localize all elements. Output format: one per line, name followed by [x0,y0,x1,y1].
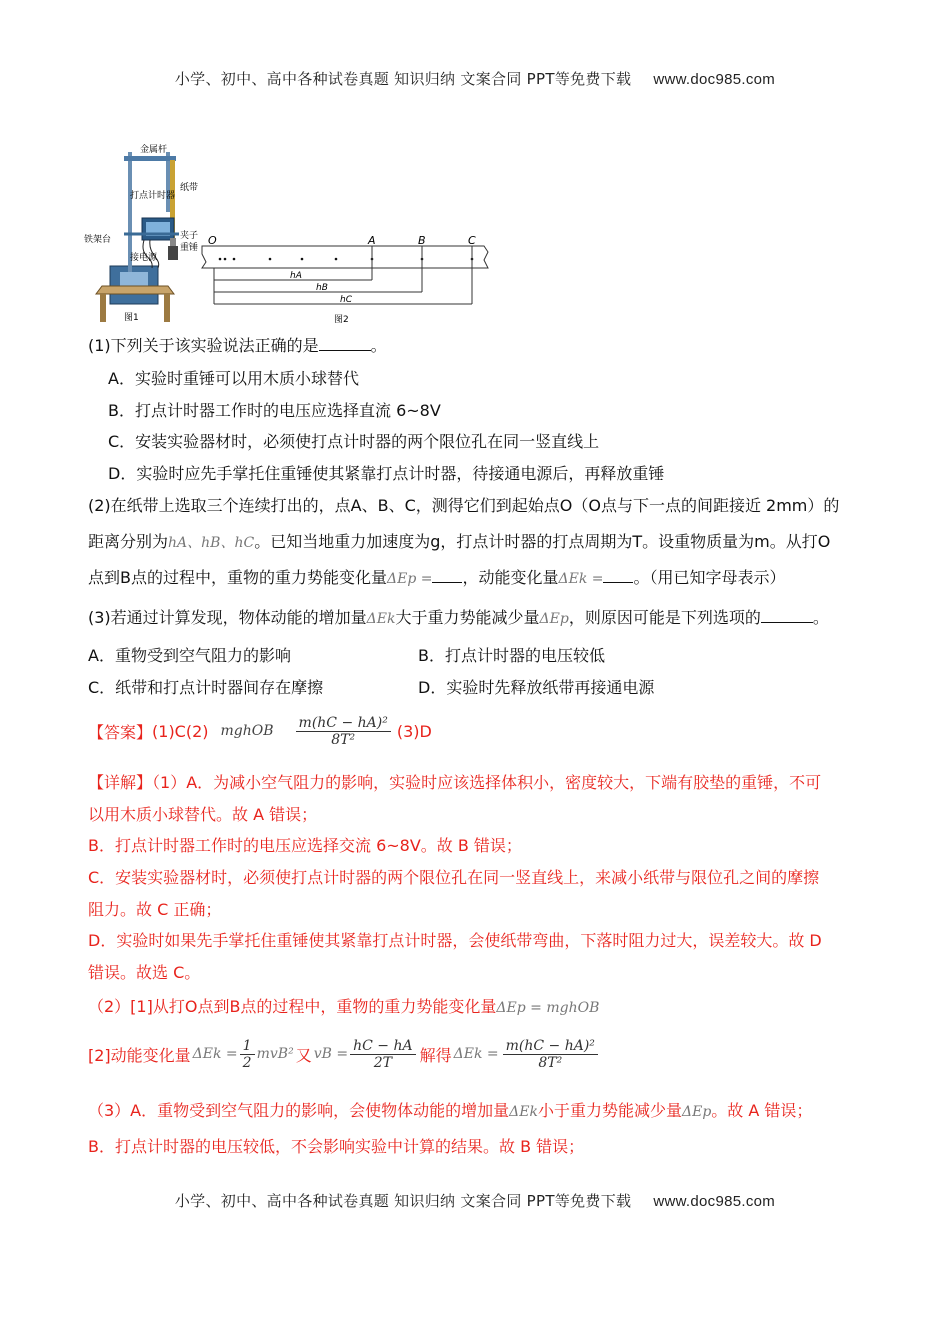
label-weight: 重锤 [180,243,199,253]
detail-p6-velocity [350,1038,416,1071]
q1-stem-end: 。 [370,336,387,355]
detail-p7 [88,1098,878,1121]
detail-p1b: 以用木质小球替代。故 A 错误； [88,805,318,824]
label-O: O [208,234,217,247]
q1-option-a: A．实验时重锤可以用木质小球替代 [108,369,359,388]
detail-p8: B．打点计时器的电压较低，不会影响实验中计算的结果。故 B 错误； [88,1137,585,1156]
detail-p7-ek: ΔEk [509,1104,538,1120]
footer-site[interactable]: www.doc985.com [653,1193,776,1210]
detail-p6-vb: vB = [313,1046,349,1062]
detail-p1a-text: （1）A．为减小空气阻力的影响，实验时应该选择体积小，密度较大，下端有胶垫的重锤，不可 [152,773,822,792]
q2-blank-ek[interactable] [603,566,633,583]
experiment-figure [84,138,504,328]
detail-label: 【详解】 [88,773,153,792]
answer-f2-denominator: 8T² [331,731,356,748]
q3-option-c: C．纸带和打点计时器间存在摩擦 [88,678,324,697]
detail-p6-v-den: 2T [373,1054,392,1071]
label-hC: hC [340,295,352,305]
label-fig2: 图2 [334,315,349,325]
footer-text: 小学、初中、高中各种试卷真题 知识归纳 文案合同 PPT等免费下载 [174,1192,632,1210]
q3-ek-symbol: ΔEk [366,611,396,627]
answer-line [88,706,878,756]
answer-part1: (1)C(2) [152,721,209,741]
detail-p6-half-num: 1 [240,1038,255,1055]
detail-p5 [88,994,878,1017]
detail-p6-text-b: 又 [295,1045,312,1065]
q2-ep-symbol: ΔEp = [386,571,433,587]
weight [168,246,178,260]
question-2-line1: (2)在纸带上选取三个连续打出的，点A、B、C，测得它们到起始点O（O点与下一点的间距接近 2mm）的 [88,496,840,515]
detail-p7-text-c: 。故 A 错误； [711,1101,813,1120]
label-fig1: 图1 [124,313,139,323]
q1-blank[interactable] [319,334,371,351]
q3-ep-symbol: ΔEp [539,611,569,627]
page-header [0,68,950,89]
q2-blank-ep[interactable] [432,566,462,583]
detail-p6-r-den: 8T² [538,1054,563,1071]
header-site[interactable]: www.doc985.com [653,71,776,88]
detail-p6-result [503,1038,598,1071]
q2-line3-mid: ，动能变化量 [462,568,559,587]
q3-stem-mid2: ，则原因可能是下列选项的 [568,608,761,627]
table [96,286,174,294]
q3-option-a: A．重物受到空气阻力的影响 [88,646,291,665]
answer-part3: (3)D [396,721,432,741]
q3-option-b: B．打点计时器的电压较低 [418,646,605,665]
q3-stem-mid: 大于重力势能减少量 [395,608,540,627]
detail-p2: B．打点计时器工作时的电压应选择交流 6~8V。故 B 错误； [88,836,522,855]
detail-p4b: 错误。故选 C。 [88,963,201,982]
label-tape: 纸带 [180,183,199,193]
detail-p6-r-num: m(hC − hA)² [503,1038,598,1055]
detail-p1a [88,770,878,793]
q2-line3-end: 。（用已知字母表示） [633,568,786,587]
detail-p4a: D．实验时如果先手掌托住重锤使其紧靠打点计时器，会使纸带弯曲，下落时阻力过大，误差较大。故 D [88,931,822,950]
label-timer: 打点计时器 [130,191,176,201]
q1-option-b: B．打点计时器工作时的电压应选择直流 6~8V [108,401,441,420]
label-power: 接电源 [130,253,158,263]
label-C: C [468,234,476,247]
label-clip: 夹子 [180,231,199,241]
detail-p7-text-b: 小于重力势能减少量 [537,1101,682,1120]
detail-p3b: 阻力。故 C 正确； [88,900,222,919]
q2-distance-symbols: hA、hB、hC [168,535,255,551]
question-3-stem [88,602,878,635]
detail-p6 [88,1032,878,1076]
q1-option-c: C．安装实验器材时，必须使打点计时器的两个限位孔在同一竖直线上 [108,432,600,451]
detail-p5-math: ΔEp = mghOB [496,1000,600,1016]
answer-formula-2 [296,715,391,748]
question-2-line3 [88,562,878,595]
tape-strip [202,246,488,268]
detail-p6-v-num: hC − hA [350,1038,416,1055]
label-B: B [418,234,426,247]
question-1-stem [88,330,878,362]
q1-option-d: D．实验时应先手掌托住重锤使其紧靠打点计时器，待接通电源后，再释放重锤 [108,464,665,483]
page-footer [0,1190,950,1211]
detail-p6-ek2: ΔEk = [453,1046,499,1062]
q2-line2-end: 。已知当地重力加速度为g，打点计时器的打点周期为T。设重物质量为m。从打O [254,532,831,551]
question-2-line2 [88,526,878,559]
q3-blank[interactable] [761,606,813,623]
q3-stem-start: (3)若通过计算发现，物体动能的增加量 [88,608,367,627]
label-rod: 金属杆 [140,145,168,155]
label-stand: 铁架台 [84,235,112,245]
detail-p6-mv: mvB² [256,1046,294,1062]
q2-ek-symbol: ΔEk = [558,571,604,587]
label-A: A [368,234,376,247]
detail-p6-text-c: 解得 [419,1045,452,1065]
header-text: 小学、初中、高中各种试卷真题 知识归纳 文案合同 PPT等免费下载 [174,70,632,88]
detail-p6-text-a: [2]动能变化量 [88,1045,191,1065]
detail-p7-ep: ΔEp [681,1104,712,1120]
detail-p5-text: （2）[1]从打O点到B点的过程中，重物的重力势能变化量 [88,997,497,1016]
detail-p6-half [240,1038,255,1071]
q3-option-d: D．实验时先释放纸带再接通电源 [418,678,655,697]
label-hB: hB [316,283,328,293]
q2-line3-start: 点到B点的过程中，重物的重力势能变化量 [88,568,387,587]
detail-p6-ek: ΔEk = [192,1046,238,1062]
detail-p7-text-a: （3）A．重物受到空气阻力的影响，会使物体动能的增加量 [88,1101,510,1120]
detail-p6-half-den: 2 [242,1054,252,1071]
q3-stem-end: 。 [812,608,829,627]
label-hA: hA [290,271,302,281]
q1-stem-text: (1)下列关于该实验说法正确的是 [88,336,319,355]
detail-p3a: C．安装实验器材时，必须使打点计时器的两个限位孔在同一竖直线上，来减小纸带与限位孔之间的摩擦 [88,868,820,887]
q2-line2-start: 距离分别为 [88,532,169,551]
answer-formula-1: mghOB [220,723,274,739]
answer-label: 【答案】 [88,722,153,742]
answer-f2-numerator: m(hC − hA)² [296,715,391,732]
